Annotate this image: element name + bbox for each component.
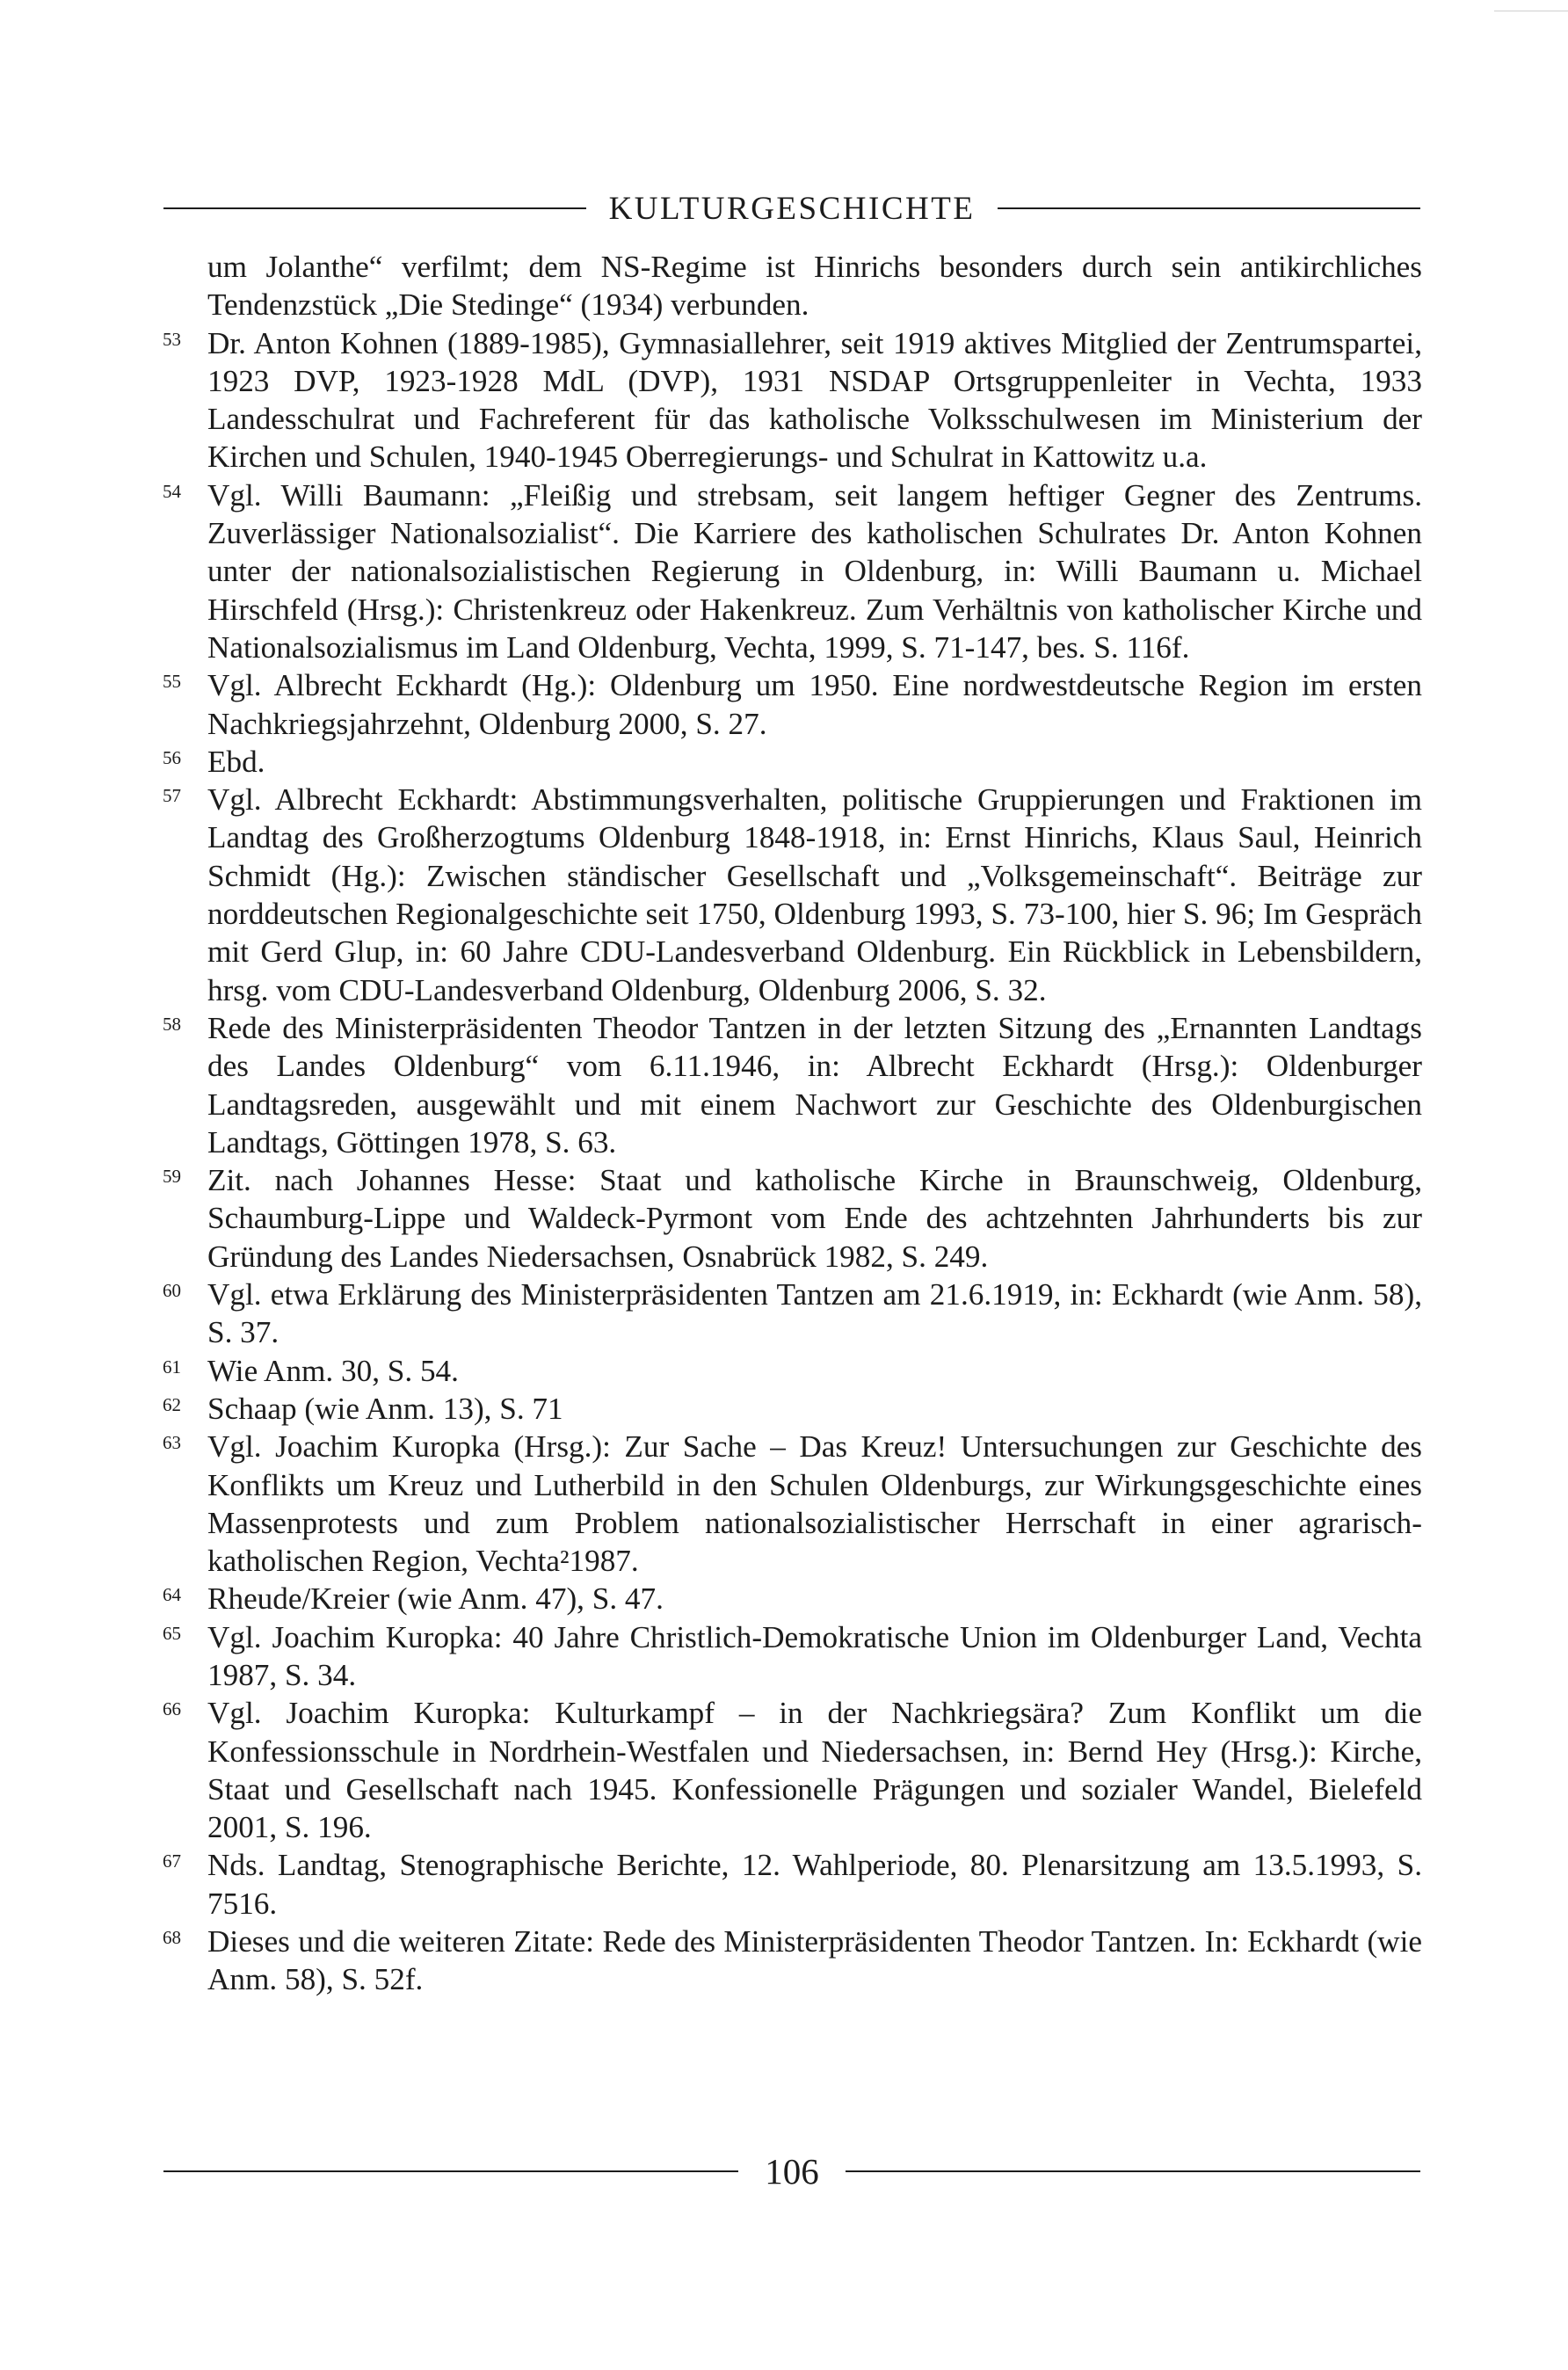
footnote [163,1009,1422,1161]
footnote [163,666,1422,743]
footnote [163,1923,1422,1999]
footnote-text: Wie Anm. 30, S. 54. [207,1353,459,1388]
header-rule-left [163,207,586,209]
page-number: 106 [765,2150,819,2192]
footnote-number: 60 [163,1280,181,1302]
footnote-text: Schaap (wie Anm. 13), S. 71 [207,1391,563,1426]
footnote [163,1580,1422,1618]
footnote-number: 57 [163,785,181,807]
footnote-text: Rheude/Kreier (wie Anm. 47), S. 47. [207,1581,664,1617]
footnote-number: 56 [163,746,181,768]
footnote [163,1694,1422,1846]
footer-rule-right [846,2170,1420,2172]
footnote [163,1390,1422,1428]
footnote-text: Rede des Ministerpräsidenten Theodor Tantzen in der letzten Sitzung des „Ernannten Landtags des Landes Oldenburg“ vom 6.11.1946, in: Albrecht Eckhardt (Hrsg.): Oldenburger Landtagsreden, ausgewählt und mit einem Nachwort zur Geschichte des Oldenburgischen Landtags, Göttingen 1978, S. 63. [207,1010,1422,1160]
footnote [163,1276,1422,1352]
footnote-number: 58 [163,1013,181,1035]
footnote-text: Zit. nach Johannes Hesse: Staat und katholische Kirche in Braunschweig, Oldenburg, Schaumburg-Lippe und Waldeck-Pyrmont vom Ende des achtzehnten Jahrhunderts bis zur Gründung des Landes Niedersachsen, Osnabrück 1982, S. 249. [207,1163,1422,1274]
footnote-number: 53 [163,328,181,350]
footnote-text: Vgl. Albrecht Eckhardt (Hg.): Oldenburg um 1950. Eine nordwestdeutsche Region im ersten Nachkriegsjahrzehnt, Oldenburg 2000, S. 27. [207,668,1422,741]
footnote-text: Vgl. Joachim Kuropka (Hrsg.): Zur Sache – Das Kreuz! Untersuchungen zur Geschichte des Konflikts um Kreuz und Lutherbild in den Schulen Oldenburgs, zur Wirkungsgeschichte eines Massenprotests und zum Problem nationalsozialistischer Herrschaft in einer agrarisch-katholischen Region, Vechta²1987. [207,1429,1422,1579]
footnote-number: 63 [163,1432,181,1454]
running-title: KULTURGESCHICHTE [608,190,976,227]
footnote [163,1846,1422,1923]
header-rule-right [998,207,1420,209]
footnote-number: 55 [163,671,181,693]
footnote-number: 62 [163,1393,181,1415]
footnotes-block [163,248,1422,1999]
page-footer [163,2145,1420,2198]
footnote [163,1161,1422,1276]
footnote [163,781,1422,1009]
footnote-number: 65 [163,1622,181,1644]
footnote-text: Vgl. Joachim Kuropka: 40 Jahre Christlich-Demokratische Union im Oldenburger Land, Vechta 1987, S. 34. [207,1619,1422,1692]
footer-rule-left [163,2170,738,2172]
footnote-text: Ebd. [207,744,265,779]
footnote-text: Vgl. Albrecht Eckhardt: Abstimmungsverhalten, politische Gruppierungen und Fraktionen im Landtag des Großherzogtums Oldenburg 1848-1918, in: Ernst Hinrichs, Klaus Saul, Heinrich Schmidt (Hg.): Zwischen ständischer Gesellschaft und „Volksgemeinschaft“. Beiträge zur norddeutschen Regionalgeschichte seit 1750, Oldenburg 1993, S. 73-100, hier S. 96; Im Gespräch mit Gerd Glup, in: 60 Jahre CDU-Landesverband Oldenburg. Ein Rückblick in Lebensbildern, hrsg. vom CDU-Landesverband Oldenburg, Oldenburg 2006, S. 32. [207,782,1422,1007]
footnote-number: 54 [163,480,181,502]
footnote-text: Vgl. etwa Erklärung des Ministerpräsidenten Tantzen am 21.6.1919, in: Eckhardt (wie Anm. 58), S. 37. [207,1277,1422,1350]
footnote-continuation [207,248,1422,324]
footnote [163,743,1422,781]
footnote [163,1428,1422,1580]
footnote-number: 68 [163,1927,181,1949]
footnote-text: um Jolanthe“ verfilmt; dem NS-Regime ist Hinrichs besonders durch sein antikirchliches Tendenzstück „Die Stedinge“ (1934) verbunden. [207,250,1422,323]
footnote-number: 67 [163,1850,181,1872]
footnote-number: 66 [163,1698,181,1720]
footnote-text: Vgl. Willi Baumann: „Fleißig und strebsam, seit langem heftiger Gegner des Zentrums. Zuverlässiger Nationalsozialist“. Die Karriere des katholischen Schulrates Dr. Anton Kohnen unter der nationalsozialistischen Regierung in Oldenburg, in: Willi Baumann u. Michael Hirschfeld (Hrsg.): Christenkreuz oder Hakenkreuz. Zum Verhältnis von katholischer Kirche und Nationalsozialismus im Land Oldenburg, Vechta, 1999, S. 71-147, bes. S. 116f. [207,477,1422,665]
footnote [163,1618,1422,1695]
running-header [163,186,1420,230]
footnote [163,1352,1422,1390]
footnote [163,324,1422,476]
footnote-number: 64 [163,1584,181,1606]
footnote-text: Dr. Anton Kohnen (1889-1985), Gymnasiallehrer, seit 1919 aktives Mitglied der Zentrumspartei, 1923 DVP, 1923-1928 MdL (DVP), 1931 NSDAP Ortsgruppenleiter in Vechta, 1933 Landesschulrat und Fachreferent für das katholische Volksschulwesen im Ministerium der Kirchen und Schulen, 1940-1945 Oberregierungs- und Schulrat in Kattowitz u.a. [207,325,1422,475]
footnote-number: 61 [163,1356,181,1378]
footnote-text: Vgl. Joachim Kuropka: Kulturkampf – in der Nachkriegsära? Zum Konflikt um die Konfessionsschule in Nordrhein-Westfalen und Niedersachsen, in: Bernd Hey (Hrsg.): Kirche, Staat und Gesellschaft nach 1945. Konfessionelle Prägungen und sozialer Wandel, Bielefeld 2001, S. 196. [207,1696,1422,1845]
footnote-number: 59 [163,1166,181,1188]
footnote-text: Dieses und die weiteren Zitate: Rede des Ministerpräsidenten Theodor Tantzen. In: Eckhardt (wie Anm. 58), S. 52f. [207,1924,1422,1997]
footnote [163,476,1422,666]
footnote-text: Nds. Landtag, Stenographische Berichte, 12. Wahlperiode, 80. Plenarsitzung am 13.5.1993, S. 7516. [207,1848,1422,1921]
